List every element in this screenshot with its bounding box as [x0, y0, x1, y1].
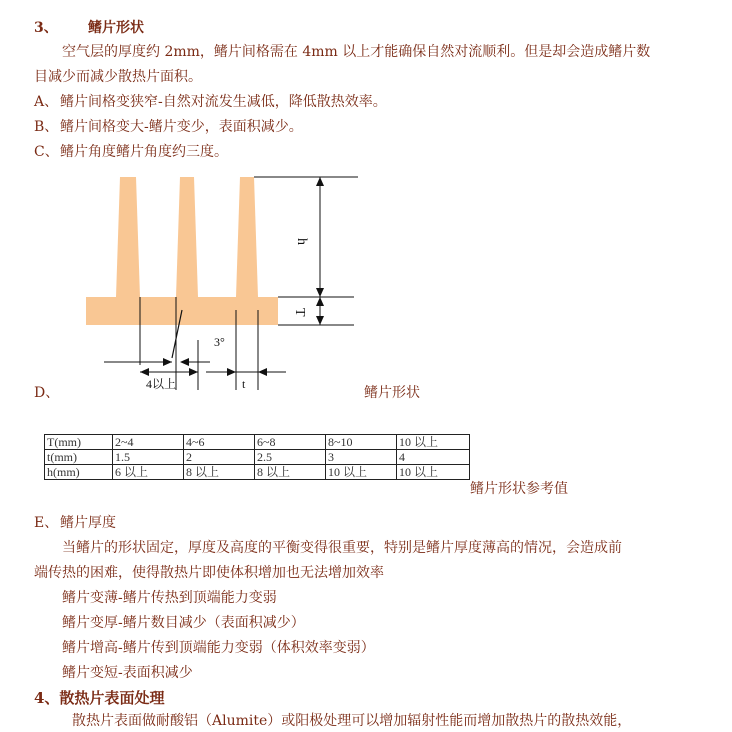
fin: [236, 177, 258, 297]
paragraph-line: 散热片表面做耐酸铝（Alumite）或阳极处理可以增加辐射性能而增加散热片的散热效能，: [72, 713, 632, 729]
point-line: 鳍片变薄-鳍片传热到顶端能力变弱: [62, 590, 277, 606]
section-title: 鳍片形状: [88, 20, 144, 36]
fin: [176, 177, 198, 297]
section-number: 3、: [34, 20, 58, 36]
point-line: 鳍片变厚-鳍片数目减少（表面积减少）: [62, 615, 305, 631]
fin: [116, 177, 140, 297]
fin-shape-figure: [56, 160, 376, 404]
table-cell: 6~8: [255, 435, 326, 450]
spacing-label: 4以上: [146, 377, 177, 391]
thickness-label: t: [242, 377, 246, 391]
table-cell: t(mm): [45, 450, 113, 465]
paragraph-line: 目减少而减少散热片面积。: [34, 69, 202, 85]
list-item-text: 鳍片角度鳍片角度约三度。: [60, 144, 228, 160]
section-title: 4、散热片表面处理: [34, 689, 165, 707]
table-cell: 8~10: [326, 435, 397, 450]
list-item-marker: C、: [34, 144, 59, 160]
table-cell: 4~6: [184, 435, 255, 450]
table-caption: 鳍片形状参考值: [470, 481, 568, 497]
table-cell: 10 以上: [397, 435, 470, 450]
angle-label: 3°: [214, 335, 225, 349]
dimension-T-label: T: [292, 308, 307, 317]
table-row: [45, 450, 470, 465]
table-row: [45, 435, 470, 450]
list-item-text: 鳍片间格变狭窄-自然对流发生减低，降低散热效率。: [60, 94, 387, 110]
table-cell: 6 以上: [113, 465, 184, 480]
table-cell: 4: [397, 450, 470, 465]
table-cell: 2: [184, 450, 255, 465]
paragraph-line: 当鳍片的形状固定，厚度及高度的平衡变得很重要，特别是鳍片厚度薄高的情况，会造成前: [62, 540, 622, 556]
point-line: 鳍片变短-表面积减少: [62, 665, 193, 681]
dimension-h-label: h: [294, 238, 309, 245]
figure-caption: 鳍片形状: [364, 385, 420, 401]
table-cell: 1.5: [113, 450, 184, 465]
list-item-marker: E、: [34, 515, 59, 531]
paragraph-line: 端传热的困难，使得散热片即使体积增加也无法增加效率: [34, 565, 384, 581]
fin-spec-table: [44, 434, 470, 480]
table-cell: 2~4: [113, 435, 184, 450]
table-cell: 3: [326, 450, 397, 465]
table-cell: h(mm): [45, 465, 113, 480]
list-item-text: 鳍片厚度: [60, 515, 116, 531]
list-item-marker: B、: [34, 119, 59, 135]
table-cell: 2.5: [255, 450, 326, 465]
paragraph-line: 空气层的厚度约 2mm，鳍片间格需在 4mm 以上才能确保自然对流顺利。但是却会造成鳍片数: [62, 44, 651, 60]
table-cell: 10 以上: [326, 465, 397, 480]
point-line: 鳍片增高-鳍片传到顶端能力变弱（体积效率变弱）: [62, 640, 375, 656]
list-item-text: 鳍片间格变大-鳍片变少，表面积减少。: [60, 119, 303, 135]
table-cell: T(mm): [45, 435, 113, 450]
table-cell: 8 以上: [184, 465, 255, 480]
table-cell: 8 以上: [255, 465, 326, 480]
table-row: [45, 465, 470, 480]
list-item-marker: D、: [34, 385, 60, 401]
list-item-marker: A、: [34, 94, 59, 110]
table-cell: 10 以上: [397, 465, 470, 480]
